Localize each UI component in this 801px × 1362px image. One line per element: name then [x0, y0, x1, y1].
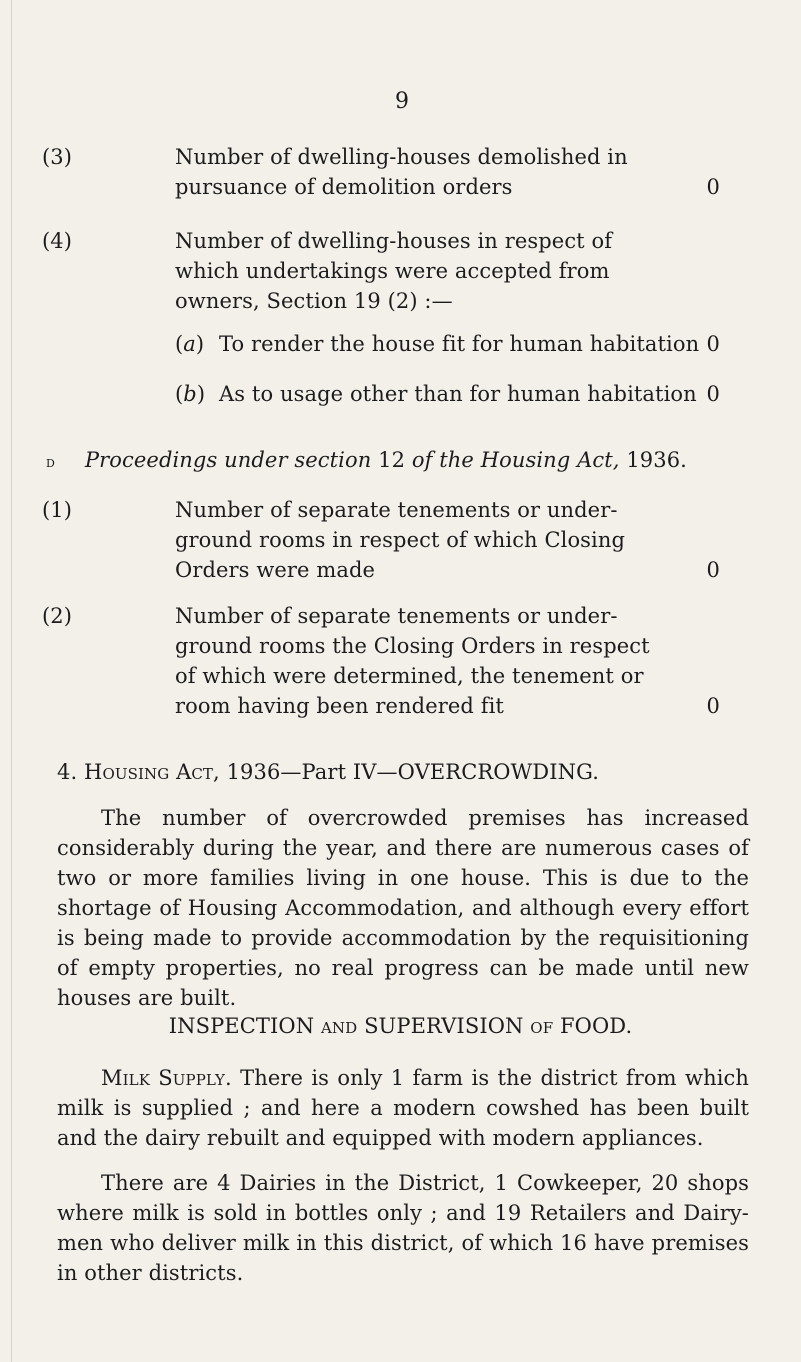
- dairies-paragraph: There are 4 Dairies in the District, 1 Cowkeeper, 20 shops where milk is sold in bottles only ; and 19 Retailers and Dairy-men who deliver milk in this district, of which 16 have premises in other districts.: [57, 1171, 749, 1285]
- subitem-text: As to usage other than for human habitation: [219, 382, 697, 406]
- subitem-label: (a): [175, 332, 205, 356]
- item-text: [175, 601, 695, 721]
- heading-part: Proceedings under section: [84, 448, 372, 472]
- item-line: Number of separate tenements or under-: [175, 604, 618, 628]
- item-line: Number of dwelling-houses in respect of: [175, 229, 613, 253]
- item-text: [175, 142, 695, 202]
- heading-part: Housing Act,: [84, 760, 220, 784]
- section-d-heading: [46, 445, 746, 477]
- milk-supply-text: There is only 1 farm is the district from which milk is supplied ; and here a modern cowshed has been built and the dairy rebuilt and equipped with modern appliances.: [57, 1066, 749, 1150]
- item-value: 0: [706, 175, 720, 199]
- overcrowding-paragraph: The number of overcrowded premises has increased considerably during the year, and there are numerous cases of two or more families living in one house. This is due to the shortage of Housing Accommodation, and although every effort is being made to provide accommodation by the requisitioning of empty properties, no real progress can be made until new houses are built.: [57, 806, 749, 1010]
- item-line: pursuance of demolition orders: [175, 175, 513, 199]
- heading-part: INSPECTION: [168, 1014, 315, 1038]
- item-line: Number of dwelling-houses demolished in: [175, 145, 628, 169]
- item-value: 0: [706, 558, 720, 582]
- page-edge-line: [11, 0, 12, 1362]
- subitem-text: To render the house fit for human habitation: [219, 332, 700, 356]
- overcrowding-heading: [57, 757, 757, 787]
- item-line: ground rooms in respect of which Closing: [175, 528, 626, 552]
- heading-part: and: [320, 1014, 358, 1038]
- heading-part: of: [530, 1014, 554, 1038]
- heading-part: 12: [378, 448, 406, 472]
- milk-supply-label: Milk Supply.: [101, 1066, 232, 1090]
- section-number: 4.: [57, 760, 78, 784]
- subitem-value: 0: [706, 382, 720, 406]
- item-text: [175, 495, 695, 585]
- heading-part: FOOD.: [559, 1014, 633, 1038]
- section-letter: d: [46, 452, 55, 471]
- item-value: 0: [706, 694, 720, 718]
- item-line: which undertakings were accepted from: [175, 259, 610, 283]
- heading-part: of the Housing Act,: [411, 448, 620, 472]
- item-number: (1): [42, 498, 73, 522]
- item-line: Number of separate tenements or under-: [175, 498, 618, 522]
- food-heading: [0, 1011, 801, 1041]
- heading-part: 1936—Part IV—OVERCROWDING.: [226, 760, 599, 784]
- item-line: of which were determined, the tenement or: [175, 664, 644, 688]
- item-line: Orders were made: [175, 558, 376, 582]
- heading-part: 1936.: [626, 448, 687, 472]
- item-number: (2): [42, 604, 73, 628]
- heading-part: SUPERVISION: [364, 1014, 524, 1038]
- item-number: (3): [42, 145, 73, 169]
- subitem-value: 0: [706, 332, 720, 356]
- page-number: 9: [395, 89, 409, 114]
- item-line: owners, Section 19 (2) :—: [175, 289, 453, 313]
- item-number: (4): [42, 229, 73, 253]
- item-line: ground rooms the Closing Orders in respect: [175, 634, 650, 658]
- subitem-label: (b): [175, 382, 206, 406]
- item-text: [175, 226, 695, 316]
- milk-supply-paragraph: [57, 1063, 749, 1153]
- item-line: room having been rendered fit: [175, 694, 504, 718]
